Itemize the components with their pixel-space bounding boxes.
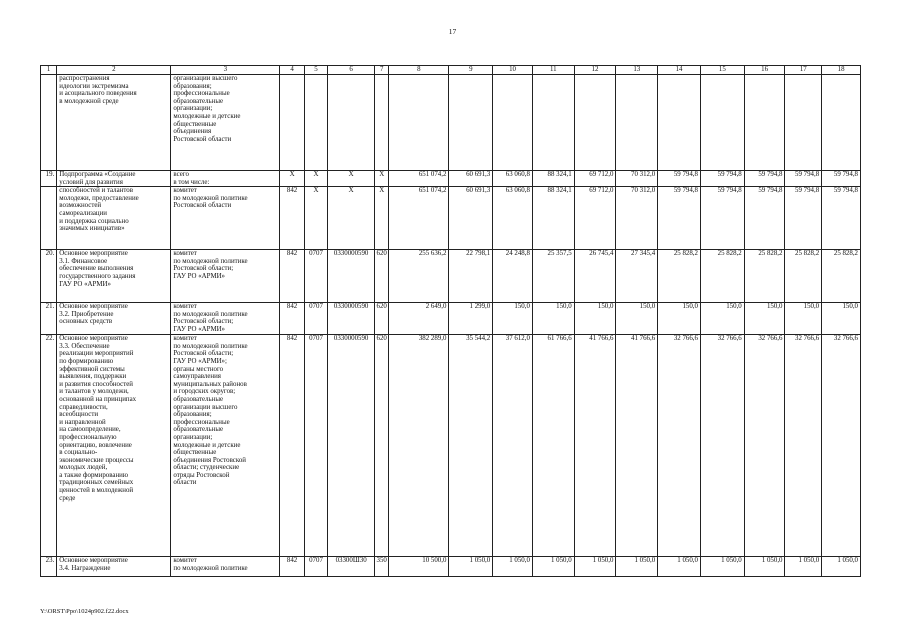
amount-cell: 2 649,0 [389,303,449,335]
event-name-line: молодежи, предоставление [59,194,139,202]
event-name-line: выявления, поддержки [59,373,127,381]
amount-cell [785,75,822,171]
amount-cell: 63 060,8 [493,171,533,187]
executor-line: комитет [173,250,197,258]
budget-code-cell: 03300Ш30 [328,557,375,577]
column-header: 14 [658,66,701,75]
amount-cell: 32 766,6 [822,335,861,557]
executor-line: общественные [173,120,217,128]
executor-line: образовательные [173,97,224,105]
executor-line: в том числе: [173,178,210,186]
event-name-line: государственного задания [59,272,136,280]
amount-cell [616,75,658,171]
amount-cell: 41 766,6 [574,335,616,557]
budget-code-cell: 350 [375,557,389,577]
event-name-line: Подпрограмма «Создание [59,171,136,178]
budget-code-cell: 842 [280,303,304,335]
amount-cell [658,75,701,171]
amount-cell: 26 745,4 [574,250,616,303]
executor-line: профессиональные [173,90,230,98]
executor-line: организации; [173,105,213,113]
budget-code-cell [328,75,375,171]
column-header: 9 [449,66,493,75]
amount-cell: 88 324,1 [532,171,574,187]
executor-line: Ростовской области; [173,265,234,273]
amount-cell: 88 324,1 [532,187,574,250]
file-path-footer: Y:\ORST\Ppo\1024p902.f22.docx [40,608,129,615]
column-header: 8 [389,66,449,75]
budget-code-cell: X [328,171,375,187]
budget-code-cell: X [304,171,327,187]
executor-cell [171,250,280,303]
event-name-line: реализации мероприятий [59,350,134,358]
row-number [41,187,57,250]
executor-cell [171,187,280,250]
table-row [41,171,861,187]
amount-cell: 255 636,2 [389,250,449,303]
amount-cell: 27 345,4 [616,250,658,303]
row-number: 19. [41,171,57,187]
budget-code-cell: 620 [375,335,389,557]
amount-cell: 32 766,6 [785,335,822,557]
event-name-line: и развития способностей [59,380,133,388]
budget-code-cell: 0707 [304,335,327,557]
amount-cell: 150,0 [574,303,616,335]
event-name-line: ценностей в молодежной [59,487,134,495]
executor-line: организации; [173,433,213,441]
amount-cell: 150,0 [700,303,744,335]
budget-code-cell: 0707 [304,250,327,303]
amount-cell [493,75,533,171]
amount-cell: 69 712,0 [574,187,616,250]
event-name-line: и талантов у молодежи, [59,388,129,396]
budget-code-cell: X [328,187,375,250]
amount-cell: 1 050,0 [658,557,701,577]
amount-cell: 25 828,2 [744,250,785,303]
executor-line: и городских округов; [173,388,236,396]
executor-line: Ростовской области; [173,350,234,358]
amount-cell: 651 074,2 [389,171,449,187]
amount-cell: 150,0 [822,303,861,335]
event-name-line: традиционных семейных [59,479,134,487]
amount-cell: 150,0 [658,303,701,335]
amount-cell [389,75,449,171]
page-number: 17 [448,27,457,36]
amount-cell: 70 312,0 [616,187,658,250]
amount-cell: 59 794,8 [658,187,701,250]
event-name-cell [57,187,171,250]
executor-line: образовательные [173,395,224,403]
amount-cell: 1 050,0 [574,557,616,577]
amount-cell: 1 050,0 [700,557,744,577]
executor-line: ГАУ РО «АРМИ» [173,325,225,333]
event-name-line: Основное мероприятие [59,250,128,258]
row-number: 23. [41,557,57,577]
event-name-line: и асоциального поведения [59,90,137,98]
column-header: 18 [822,66,861,75]
amount-cell: 25 828,2 [822,250,861,303]
executor-cell [171,335,280,557]
amount-cell: 32 766,6 [700,335,744,557]
column-header: 13 [616,66,658,75]
amount-cell [449,75,493,171]
budget-code-cell: X [375,171,389,187]
event-name-line: условий для развития [59,178,123,186]
amount-cell: 25 828,2 [700,250,744,303]
amount-cell: 25 357,5 [532,250,574,303]
column-header: 3 [171,66,280,75]
event-name-line: 3.2. Приобретение [59,310,114,318]
amount-cell: 150,0 [493,303,533,335]
event-name-line: среде [59,494,76,502]
executor-line: всего [173,171,189,178]
amount-cell: 24 248,8 [493,250,533,303]
budget-code-cell: 620 [375,250,389,303]
executor-line: Ростовской области [173,202,232,210]
event-name-line: эффективной системы [59,365,125,373]
event-name-line: самореализации [59,209,107,217]
amount-cell [574,75,616,171]
amount-cell: 59 794,8 [822,171,861,187]
amount-cell: 32 766,6 [658,335,701,557]
event-name-line: идеологии экстремизма [59,82,129,90]
column-header: 7 [375,66,389,75]
amount-cell: 59 794,8 [822,187,861,250]
executor-line: органы местного [173,365,224,373]
header-row [41,66,861,75]
table-row [41,75,861,171]
executor-line: комитет [173,557,197,565]
event-name-cell [57,171,171,187]
budget-code-cell: 0330000590 [328,335,375,557]
budget-code-cell: 620 [375,303,389,335]
amount-cell: 150,0 [744,303,785,335]
event-name-line: по формированию [59,357,114,365]
event-name-cell [57,303,171,335]
amount-cell: 1 050,0 [449,557,493,577]
amount-cell: 61 766,6 [532,335,574,557]
event-name-cell [57,335,171,557]
amount-cell: 150,0 [616,303,658,335]
executor-line: объединения [173,128,212,136]
event-name-line: значимых инициатив» [59,225,125,233]
event-name-line: всеобщности [59,411,99,419]
executor-line: области [173,479,197,487]
budget-code-cell: 0330000590 [328,250,375,303]
event-name-cell [57,75,171,171]
table-row [41,250,861,303]
column-header: 12 [574,66,616,75]
event-name-line: возможностей [59,202,102,210]
event-name-line: Основное мероприятие [59,557,128,565]
event-name-line: на самоопределение, [59,426,121,434]
event-name-line: Основное мероприятие [59,335,128,343]
table-row [41,557,861,577]
amount-cell: 1 050,0 [616,557,658,577]
executor-cell [171,171,280,187]
budget-code-cell [375,75,389,171]
amount-cell: 1 299,0 [449,303,493,335]
executor-line: по молодежной политике [173,257,248,265]
amount-cell [744,75,785,171]
amount-cell: 150,0 [532,303,574,335]
column-header: 1 [41,66,57,75]
table-row [41,335,861,557]
executor-cell [171,75,280,171]
amount-cell: 1 050,0 [493,557,533,577]
event-name-line: а также формированию [59,471,128,479]
budget-code-cell: 842 [280,187,304,250]
row-number: 21. [41,303,57,335]
column-header: 4 [280,66,304,75]
column-header: 6 [328,66,375,75]
executor-line: объединения Ростовской [173,456,246,464]
budget-code-cell: X [375,187,389,250]
executor-line: комитет [173,187,197,195]
amount-cell: 22 798,1 [449,250,493,303]
executor-line: образования; [173,411,212,419]
amount-cell: 59 794,8 [700,187,744,250]
amount-cell: 150,0 [785,303,822,335]
column-header: 15 [700,66,744,75]
event-name-line: ГАУ РО «АРМИ» [59,280,111,288]
executor-line: образования; [173,82,212,90]
executor-line: муниципальных районов [173,380,247,388]
budget-code-cell [280,75,304,171]
executor-line: комитет [173,303,197,311]
amount-cell: 651 074,2 [389,187,449,250]
amount-cell [532,75,574,171]
event-name-line: и направленной [59,418,106,426]
executor-line: молодежные и детские [173,441,241,449]
column-header: 5 [304,66,327,75]
amount-cell: 37 612,0 [493,335,533,557]
budget-code-cell: 842 [280,557,304,577]
amount-cell: 59 794,8 [785,171,822,187]
event-name-line: основанной на принципах [59,395,137,403]
executor-line: ГАУ РО «АРМИ» [173,272,225,280]
event-name-cell [57,557,171,577]
executor-line: Ростовской области; [173,318,234,326]
amount-cell: 32 766,6 [744,335,785,557]
amount-cell: 25 828,2 [658,250,701,303]
table-row [41,187,861,250]
amount-cell: 10 500,0 [389,557,449,577]
event-name-line: обеспечение выполнения [59,265,134,273]
event-name-line: распространения [59,75,110,82]
event-name-line: 3.3. Обеспечение [59,342,110,350]
executor-line: самоуправления [173,373,221,381]
column-header: 16 [744,66,785,75]
amount-cell: 1 050,0 [822,557,861,577]
budget-code-cell: X [280,171,304,187]
amount-cell: 35 544,2 [449,335,493,557]
table-row [41,303,861,335]
amount-cell: 59 794,8 [744,171,785,187]
amount-cell: 1 050,0 [785,557,822,577]
executor-line: по молодежной политике [173,564,248,572]
executor-line: по молодежной политике [173,310,248,318]
executor-line: молодежные и детские [173,112,241,120]
event-name-line: 3.1. Финансовое [59,257,108,265]
amount-cell: 60 691,3 [449,171,493,187]
budget-code-cell: X [304,187,327,250]
executor-line: по молодежной политике [173,342,248,350]
event-name-line: в социально- [59,449,98,457]
executor-line: профессиональные [173,418,230,426]
event-name-line: способностей и талантов [59,187,133,195]
amount-cell: 382 289,0 [389,335,449,557]
event-name-line: и поддержка социально [59,217,129,225]
executor-line: области; студенческие [173,464,240,472]
executor-line: отряды Ростовской [173,471,230,479]
event-name-line: в молодежной среде [59,97,119,105]
amount-cell: 59 794,8 [785,187,822,250]
executor-cell [171,557,280,577]
executor-line: организации высшего [173,75,238,82]
event-name-line: основных средств [59,318,113,326]
amount-cell [822,75,861,171]
column-header: 10 [493,66,533,75]
budget-code-cell: 0707 [304,557,327,577]
executor-cell [171,303,280,335]
budget-code-cell: 842 [280,335,304,557]
column-header: 2 [57,66,171,75]
budget-code-cell: 0707 [304,303,327,335]
amount-cell: 1 050,0 [532,557,574,577]
executor-line: организации высшего [173,403,238,411]
executor-line: комитет [173,335,197,343]
amount-cell [700,75,744,171]
amount-cell: 70 312,0 [616,171,658,187]
amount-cell: 59 794,8 [700,171,744,187]
executor-line: общественные [173,449,217,457]
amount-cell: 1 050,0 [744,557,785,577]
amount-cell: 41 766,6 [616,335,658,557]
executor-line: ГАУ РО «АРМИ»; [173,357,227,365]
row-number: 22. [41,335,57,557]
budget-code-cell [304,75,327,171]
budget-code-cell: 0330000590 [328,303,375,335]
row-number [41,75,57,171]
column-header: 11 [532,66,574,75]
row-number: 20. [41,250,57,303]
event-name-line: 3.4. Награждение [59,564,111,572]
program-table [40,65,861,577]
event-name-cell [57,250,171,303]
amount-cell: 69 712,0 [574,171,616,187]
amount-cell: 25 828,2 [785,250,822,303]
event-name-line: молодых людей, [59,464,108,472]
executor-line: Ростовской области [173,135,232,143]
executor-line: по молодежной политике [173,194,248,202]
event-name-line: Основное мероприятие [59,303,128,311]
event-name-line: экономические процессы [59,456,134,464]
amount-cell: 59 794,8 [744,187,785,250]
executor-line: образовательные [173,426,224,434]
column-header: 17 [785,66,822,75]
event-name-line: ориентацию, вовлечение [59,441,132,449]
amount-cell: 59 794,8 [658,171,701,187]
budget-code-cell: 842 [280,250,304,303]
amount-cell: 63 060,8 [493,187,533,250]
event-name-line: справедливости, [59,403,108,411]
amount-cell: 60 691,3 [449,187,493,250]
event-name-line: профессиональную [59,433,117,441]
